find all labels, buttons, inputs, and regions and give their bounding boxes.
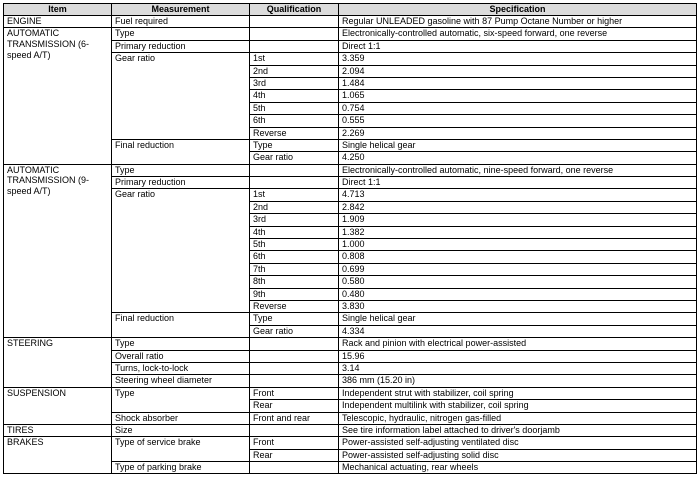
qualification-cell xyxy=(250,424,339,436)
measurement-cell: Primary reduction xyxy=(112,177,250,189)
table-row xyxy=(4,387,697,399)
specification-cell: Mechanical actuating, rear wheels xyxy=(339,462,697,474)
qualification-cell xyxy=(250,338,339,350)
specification-cell: 0.699 xyxy=(339,263,697,275)
specification-cell: 1.065 xyxy=(339,90,697,102)
header-specification: Specification xyxy=(339,4,697,16)
qualification-cell: Front and rear xyxy=(250,412,339,424)
specification-cell: Regular UNLEADED gasoline with 87 Pump Octane Number or higher xyxy=(339,16,697,28)
qualification-cell: Front xyxy=(250,437,339,449)
qualification-cell: 7th xyxy=(250,263,339,275)
qualification-cell xyxy=(250,40,339,52)
specification-cell: 1.000 xyxy=(339,239,697,251)
qualification-cell: Type xyxy=(250,313,339,325)
qualification-cell: Gear ratio xyxy=(250,325,339,337)
specification-cell: 4.713 xyxy=(339,189,697,201)
measurement-cell: Final reduction xyxy=(112,139,250,164)
table-row xyxy=(4,164,697,176)
measurement-cell: Gear ratio xyxy=(112,189,250,313)
qualification-cell: Reverse xyxy=(250,300,339,312)
qualification-cell: Reverse xyxy=(250,127,339,139)
specification-cell: 0.580 xyxy=(339,276,697,288)
measurement-cell: Type of parking brake xyxy=(112,462,250,474)
qualification-cell xyxy=(250,462,339,474)
measurement-cell: Primary reduction xyxy=(112,40,250,52)
specification-cell: 1.382 xyxy=(339,226,697,238)
qualification-cell: 4th xyxy=(250,90,339,102)
qualification-cell: 3rd xyxy=(250,77,339,89)
qualification-cell: 6th xyxy=(250,115,339,127)
measurement-cell: Type xyxy=(112,338,250,350)
table-row xyxy=(4,437,697,449)
qualification-cell xyxy=(250,177,339,189)
qualification-cell: 2nd xyxy=(250,65,339,77)
table-row xyxy=(4,28,697,40)
specification-cell: 2.842 xyxy=(339,201,697,213)
header-item: Item xyxy=(4,4,112,16)
specification-cell: Power-assisted self-adjusting ventilated disc xyxy=(339,437,697,449)
header-row xyxy=(4,4,697,16)
specification-cell: 0.480 xyxy=(339,288,697,300)
specification-cell: 1.484 xyxy=(339,77,697,89)
item-steering: STEERING xyxy=(4,338,112,388)
qualification-cell: 1st xyxy=(250,53,339,65)
specification-cell: 3.359 xyxy=(339,53,697,65)
measurement-cell: Final reduction xyxy=(112,313,250,338)
measurement-cell: Gear ratio xyxy=(112,53,250,140)
header-measurement: Measurement xyxy=(112,4,250,16)
specification-cell: 1.909 xyxy=(339,214,697,226)
specification-cell: Single helical gear xyxy=(339,139,697,151)
specification-cell: 2.094 xyxy=(339,65,697,77)
specification-cell: 0.754 xyxy=(339,102,697,114)
specification-cell: Rack and pinion with electrical power-assisted xyxy=(339,338,697,350)
measurement-cell: Type of service brake xyxy=(112,437,250,462)
qualification-cell: 1st xyxy=(250,189,339,201)
measurement-cell: Turns, lock-to-lock xyxy=(112,362,250,374)
specification-cell: 15.96 xyxy=(339,350,697,362)
measurement-cell: Shock absorber xyxy=(112,412,250,424)
specification-cell: 3.14 xyxy=(339,362,697,374)
measurement-cell: Overall ratio xyxy=(112,350,250,362)
qualification-cell: Front xyxy=(250,387,339,399)
item-tires: TIRES xyxy=(4,424,112,436)
specification-cell: Direct 1:1 xyxy=(339,40,697,52)
item-brakes: BRAKES xyxy=(4,437,112,474)
qualification-cell: 5th xyxy=(250,239,339,251)
specification-cell: Single helical gear xyxy=(339,313,697,325)
qualification-cell: 5th xyxy=(250,102,339,114)
qualification-cell: Rear xyxy=(250,400,339,412)
qualification-cell xyxy=(250,28,339,40)
qualification-cell: Type xyxy=(250,139,339,151)
table-row xyxy=(4,424,697,436)
measurement-cell: Fuel required xyxy=(112,16,250,28)
specification-cell: 3.830 xyxy=(339,300,697,312)
specifications-table xyxy=(3,3,697,474)
item-at9: AUTOMATIC TRANSMISSION (9-speed A/T) xyxy=(4,164,112,337)
measurement-cell: Type xyxy=(112,387,250,412)
table-row xyxy=(4,16,697,28)
specification-cell: Power-assisted self-adjusting solid disc xyxy=(339,449,697,461)
item-suspension: SUSPENSION xyxy=(4,387,112,424)
qualification-cell: 8th xyxy=(250,276,339,288)
specification-cell: Electronically-controlled automatic, six-speed forward, one reverse xyxy=(339,28,697,40)
qualification-cell: 9th xyxy=(250,288,339,300)
item-engine: ENGINE xyxy=(4,16,112,28)
qualification-cell: 4th xyxy=(250,226,339,238)
table-row xyxy=(4,338,697,350)
specification-cell: Independent strut with stabilizer, coil spring xyxy=(339,387,697,399)
specification-cell: 4.250 xyxy=(339,152,697,164)
qualification-cell: Gear ratio xyxy=(250,152,339,164)
specification-cell: Electronically-controlled automatic, nine-speed forward, one reverse xyxy=(339,164,697,176)
specification-cell: 386 mm (15.20 in) xyxy=(339,375,697,387)
measurement-cell: Steering wheel diameter xyxy=(112,375,250,387)
qualification-cell: 3rd xyxy=(250,214,339,226)
specification-cell: 0.555 xyxy=(339,115,697,127)
specification-cell: 2.269 xyxy=(339,127,697,139)
qualification-cell xyxy=(250,164,339,176)
qualification-cell xyxy=(250,350,339,362)
qualification-cell xyxy=(250,375,339,387)
qualification-cell: 2nd xyxy=(250,201,339,213)
item-at6: AUTOMATIC TRANSMISSION (6-speed A/T) xyxy=(4,28,112,164)
measurement-cell: Type xyxy=(112,28,250,40)
measurement-cell: Size xyxy=(112,424,250,436)
specification-cell: 0.808 xyxy=(339,251,697,263)
qualification-cell: 6th xyxy=(250,251,339,263)
qualification-cell xyxy=(250,362,339,374)
qualification-cell xyxy=(250,16,339,28)
specification-cell: Telescopic, hydraulic, nitrogen gas-filled xyxy=(339,412,697,424)
measurement-cell: Type xyxy=(112,164,250,176)
specification-cell: Independent multilink with stabilizer, coil spring xyxy=(339,400,697,412)
specification-cell: See tire information label attached to driver's doorjamb xyxy=(339,424,697,436)
specification-cell: 4.334 xyxy=(339,325,697,337)
qualification-cell: Rear xyxy=(250,449,339,461)
header-qualification: Qualification xyxy=(250,4,339,16)
specification-cell: Direct 1:1 xyxy=(339,177,697,189)
